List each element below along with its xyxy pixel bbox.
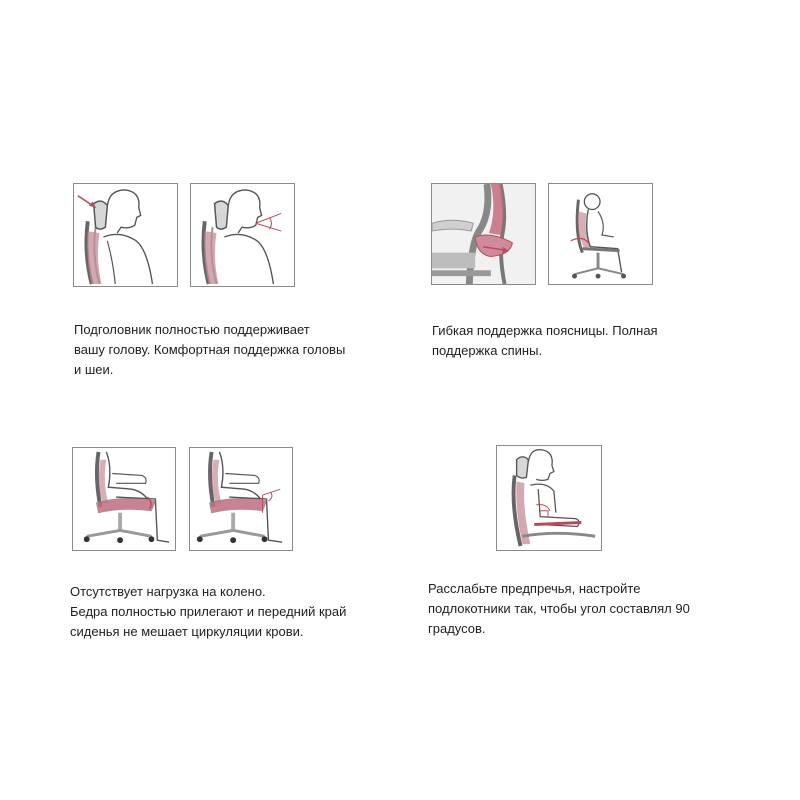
seat-caption — [70, 582, 346, 642]
armrest-angle-icon — [497, 446, 601, 550]
seat-knee-angle — [189, 447, 293, 551]
headrest-side-view — [73, 183, 178, 287]
lumbar-mechanism-icon — [432, 184, 535, 284]
caption-line: поддержка спины. — [432, 343, 543, 358]
caption-line: вашу голову. Комфортная поддержка головы — [74, 342, 346, 357]
armrest-90-degrees — [496, 445, 602, 551]
caption-line: Гибкая поддержка поясницы. Полная — [432, 323, 658, 338]
caption-line: Расслабьте предпречья, настройте — [428, 581, 641, 596]
seat-knee-pressure — [72, 447, 176, 551]
seated-figure-icon — [549, 184, 652, 284]
armrest-caption — [428, 579, 690, 639]
headrest-neck-angle — [190, 183, 295, 287]
caption-line: градусов. — [428, 621, 486, 636]
caption-line: Подголовник полностью поддерживает — [74, 322, 310, 337]
headrest-arrow-icon — [74, 184, 177, 286]
caption-line: и шеи. — [74, 362, 114, 377]
lumbar-mechanism-closeup — [431, 183, 536, 285]
knee-pressure-icon — [73, 448, 175, 550]
lumbar-caption — [432, 321, 658, 361]
neck-angle-icon — [191, 184, 294, 286]
lumbar-seated-figure — [548, 183, 653, 285]
caption-line: сиденья не мешает циркуляции крови. — [70, 624, 304, 639]
caption-line: Бедра полностью прилегают и передний край — [70, 604, 347, 619]
caption-line: подлокотники так, чтобы угол составлял 90 — [428, 601, 690, 616]
caption-line: Отсутствует нагрузка на колено. — [70, 584, 266, 599]
knee-angle-icon — [190, 448, 292, 550]
headrest-caption — [74, 320, 345, 380]
